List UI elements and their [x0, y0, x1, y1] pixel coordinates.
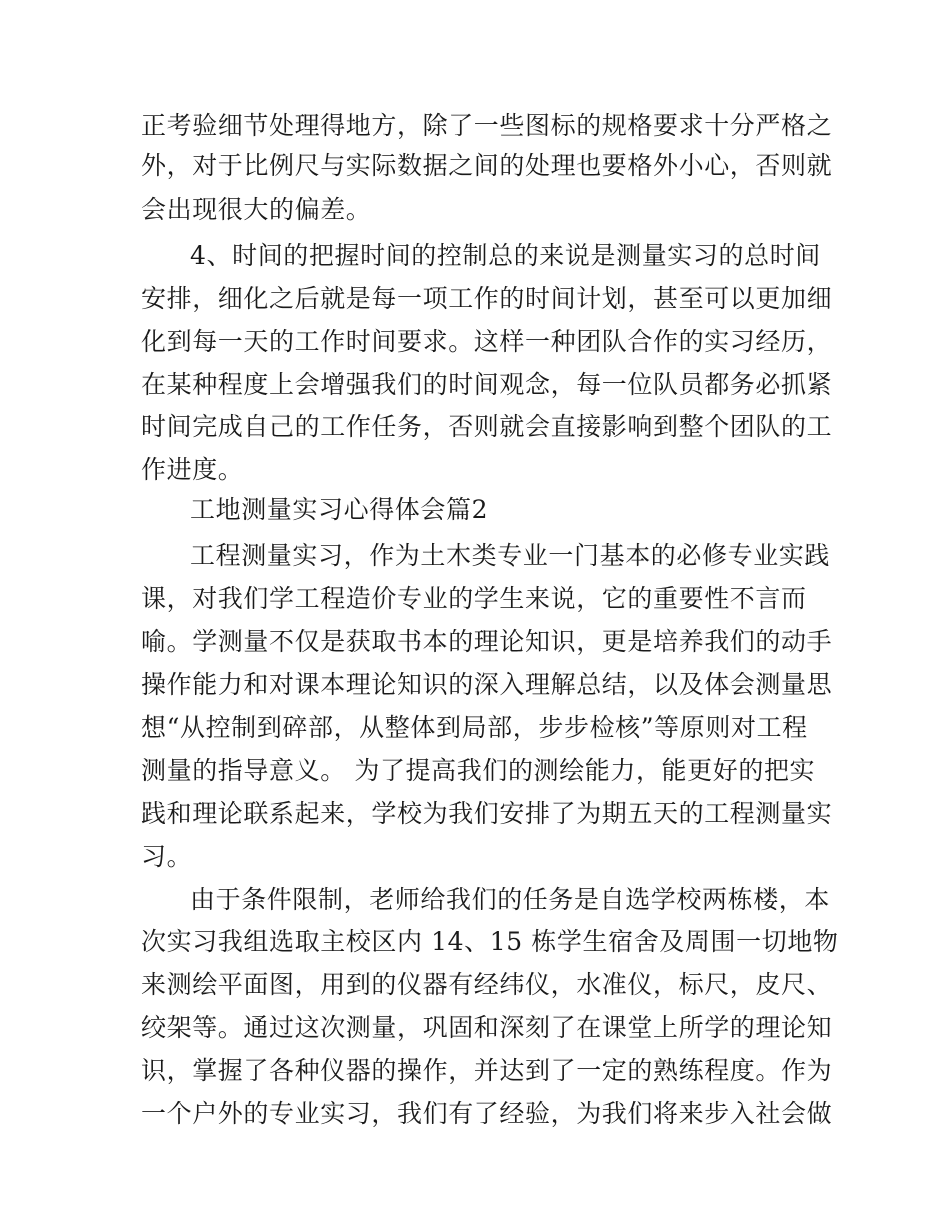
text-line: 识，掌握了各种仪器的操作，并达到了一定的熟练程度。作为	[141, 1056, 833, 1085]
text-line: 次实习我组选取主校区内 14、15 栋学生宿舍及周围一切地物	[141, 927, 839, 956]
text-line: 一个户外的专业实习，我们有了经验，为我们将来步入社会做	[141, 1099, 833, 1128]
text-line: 践和理论联系起来，学校为我们安排了为期五天的工程测量实	[141, 799, 833, 828]
text-line: 安排，细化之后就是每一项工作的时间计划，甚至可以更加细	[141, 284, 833, 313]
text-line: 喻。学测量不仅是获取书本的理论知识，更是培养我们的动手	[141, 627, 833, 656]
text-line: 外，对于比例尺与实际数据之间的处理也要格外小心，否则就	[141, 151, 833, 180]
text-line: 会出现很大的偏差。	[141, 195, 372, 224]
text-line: 在某种程度上会增强我们的时间观念，每一位队员都务必抓紧	[141, 370, 833, 399]
text-line: 来测绘平面图，用到的仪器有经纬仪，水准仪，标尺，皮尺、	[141, 970, 833, 999]
paragraph-first-line: 由于条件限制，老师给我们的任务是自选学校两栋楼，本	[190, 885, 831, 914]
paragraph-first-line: 工程测量实习，作为土木类专业一门基本的必修专业实践	[190, 541, 831, 570]
text-line: 习。	[141, 842, 193, 871]
text-line: 操作能力和对课本理论知识的深入理解总结，以及体会测量思	[141, 670, 833, 699]
text-line: 正考验细节处理得地方，除了一些图标的规格要求十分严格之	[141, 111, 833, 140]
section-heading: 工地测量实习心得体会篇2	[190, 495, 489, 524]
text-line: 想“从控制到碎部，从整体到局部，步步检核”等原则对工程	[141, 713, 808, 742]
paragraph-first-line: 4、时间的把握时间的控制总的来说是测量实习的总时间	[190, 241, 821, 270]
text-line: 课，对我们学工程造价专业的学生来说，它的重要性不言而	[141, 584, 807, 613]
text-line: 作进度。	[141, 455, 244, 484]
text-line: 化到每一天的工作时间要求。这样一种团队合作的实习经历，	[141, 327, 833, 356]
text-line: 测量的指导意义。 为了提高我们的测绘能力，能更好的把实	[141, 756, 816, 785]
text-line: 时间完成自己的工作任务，否则就会直接影响到整个团队的工	[141, 412, 833, 441]
text-line: 绞架等。通过这次测量，巩固和深刻了在课堂上所学的理论知	[141, 1013, 833, 1042]
